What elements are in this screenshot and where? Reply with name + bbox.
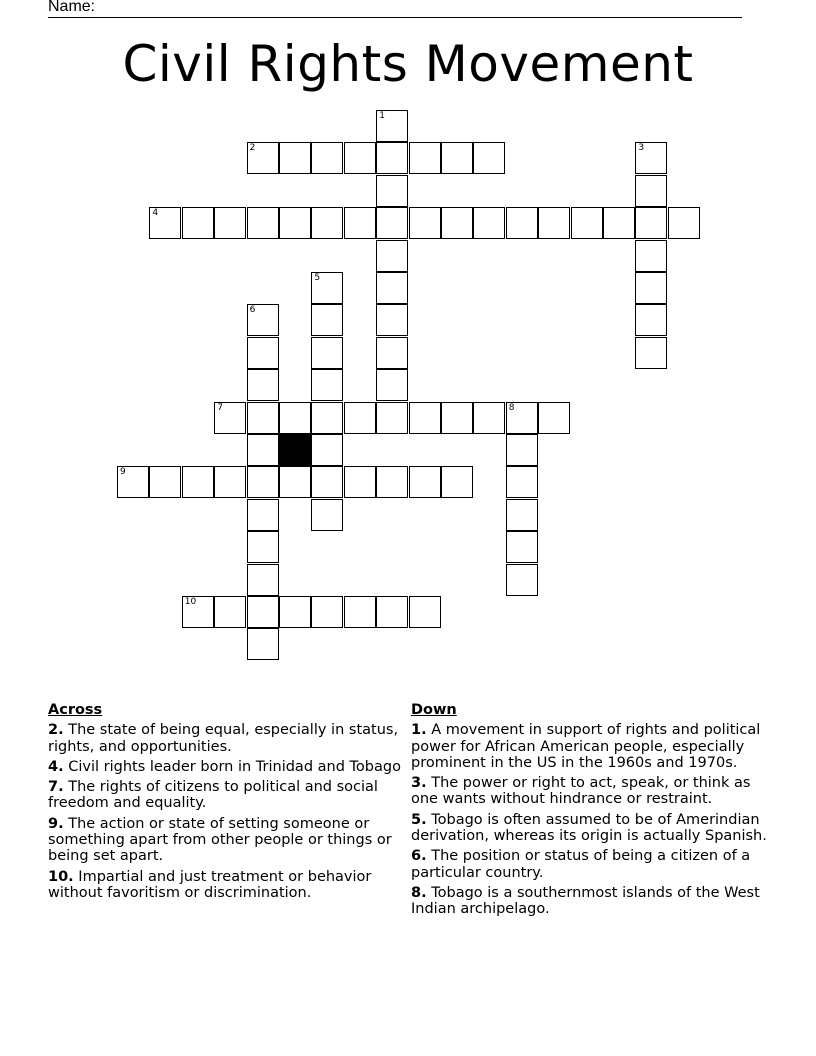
cell-number: 3 bbox=[638, 143, 645, 154]
grid-cell[interactable] bbox=[247, 369, 279, 401]
grid-cell[interactable] bbox=[473, 207, 505, 239]
grid-cell[interactable] bbox=[376, 369, 408, 401]
clue-text: Tobago is a southernmost islands of the West Indian archipelago. bbox=[411, 884, 760, 918]
grid-cell[interactable] bbox=[441, 466, 473, 498]
grid-cell[interactable] bbox=[214, 207, 246, 239]
clue-down-1 bbox=[411, 722, 776, 771]
grid-cell[interactable] bbox=[376, 466, 408, 498]
clue-number: 6. bbox=[411, 848, 427, 865]
down-clues bbox=[411, 702, 776, 922]
grid-cell[interactable] bbox=[635, 304, 667, 336]
grid-cell[interactable] bbox=[473, 402, 505, 434]
clue-across-2 bbox=[48, 722, 408, 755]
grid-cell[interactable] bbox=[311, 596, 343, 628]
across-clues bbox=[48, 702, 408, 905]
grid-cell[interactable] bbox=[182, 596, 214, 628]
grid-cell[interactable] bbox=[506, 434, 538, 466]
clue-down-3 bbox=[411, 775, 776, 808]
grid-cell[interactable] bbox=[635, 272, 667, 304]
clue-text: The state of being equal, especially in status, rights, and opportunities. bbox=[48, 722, 399, 755]
clue-number: 9. bbox=[48, 815, 64, 832]
grid-cell[interactable] bbox=[311, 434, 343, 466]
grid-cell[interactable] bbox=[149, 466, 181, 498]
grid-cell[interactable] bbox=[506, 499, 538, 531]
grid-cell[interactable] bbox=[635, 207, 667, 239]
clue-across-4 bbox=[48, 759, 408, 775]
grid-cell[interactable] bbox=[409, 466, 441, 498]
grid-cell[interactable] bbox=[311, 499, 343, 531]
grid-cell[interactable] bbox=[409, 142, 441, 174]
grid-cell[interactable] bbox=[376, 175, 408, 207]
black-cell bbox=[279, 434, 311, 466]
grid-cell[interactable] bbox=[279, 596, 311, 628]
grid-cell[interactable] bbox=[311, 272, 343, 304]
grid-cell[interactable] bbox=[311, 207, 343, 239]
grid-cell[interactable] bbox=[311, 466, 343, 498]
grid-cell[interactable] bbox=[506, 564, 538, 596]
grid-cell[interactable] bbox=[311, 369, 343, 401]
down-heading: Down bbox=[411, 702, 457, 718]
grid-cell[interactable] bbox=[247, 466, 279, 498]
name-label: Name: bbox=[48, 0, 96, 15]
grid-cell[interactable] bbox=[214, 596, 246, 628]
grid-cell[interactable] bbox=[247, 304, 279, 336]
grid-cell[interactable] bbox=[376, 304, 408, 336]
grid-cell[interactable] bbox=[247, 564, 279, 596]
grid-cell[interactable] bbox=[635, 337, 667, 369]
grid-cell[interactable] bbox=[279, 466, 311, 498]
grid-cell[interactable] bbox=[538, 207, 570, 239]
grid-cell[interactable] bbox=[441, 207, 473, 239]
clue-text: Tobago is often assumed to be of Amerindian derivation, whereas its origin is actually Spanish. bbox=[411, 811, 767, 845]
grid-cell[interactable] bbox=[409, 402, 441, 434]
grid-cell[interactable] bbox=[635, 175, 667, 207]
grid-cell[interactable] bbox=[149, 207, 181, 239]
cell-number: 8 bbox=[508, 402, 515, 413]
clue-number: 2. bbox=[48, 722, 64, 739]
grid-cell[interactable] bbox=[409, 207, 441, 239]
grid-cell[interactable] bbox=[376, 142, 408, 174]
page-title: Civil Rights Movement bbox=[122, 35, 694, 93]
grid-cell[interactable] bbox=[441, 142, 473, 174]
grid-cell[interactable] bbox=[247, 434, 279, 466]
grid-cell[interactable] bbox=[344, 402, 376, 434]
grid-cell[interactable] bbox=[247, 402, 279, 434]
clue-across-9 bbox=[48, 816, 408, 865]
grid-cell[interactable] bbox=[376, 240, 408, 272]
grid-cell[interactable] bbox=[538, 402, 570, 434]
grid-cell[interactable] bbox=[635, 142, 667, 174]
grid-cell[interactable] bbox=[182, 207, 214, 239]
clue-down-6 bbox=[411, 848, 776, 881]
cell-number: 9 bbox=[120, 467, 126, 478]
cell-number: 1 bbox=[379, 111, 385, 121]
grid-cell[interactable] bbox=[344, 142, 376, 174]
grid-cell[interactable] bbox=[311, 402, 343, 434]
grid-cell[interactable] bbox=[409, 596, 441, 628]
grid-cell[interactable] bbox=[214, 402, 246, 434]
grid-cell[interactable] bbox=[603, 207, 635, 239]
grid-cell[interactable] bbox=[376, 337, 408, 369]
across-heading: Across bbox=[48, 702, 103, 718]
grid-cell[interactable] bbox=[376, 272, 408, 304]
grid-cell[interactable] bbox=[117, 466, 149, 498]
grid-cell[interactable] bbox=[247, 142, 279, 174]
cell-number: 6 bbox=[249, 305, 256, 316]
grid-cell[interactable] bbox=[506, 402, 538, 434]
clue-number: 3. bbox=[411, 775, 427, 792]
grid-cell[interactable] bbox=[247, 628, 279, 660]
clue-text: The power or right to act, speak, or think as one wants without hindrance or restraint. bbox=[411, 775, 751, 808]
grid-cell[interactable] bbox=[668, 207, 700, 239]
grid-cell[interactable] bbox=[311, 142, 343, 174]
grid-cell[interactable] bbox=[247, 337, 279, 369]
grid-cell[interactable] bbox=[635, 240, 667, 272]
clue-text: The action or state of setting someone or something apart from other people or things or being set apart. bbox=[48, 815, 392, 865]
clue-text: Impartial and just treatment or behavior without favoritism or discrimination. bbox=[48, 868, 372, 901]
grid-cell[interactable] bbox=[376, 402, 408, 434]
cell-number: 10 bbox=[184, 597, 197, 607]
grid-cell[interactable] bbox=[571, 207, 603, 239]
clue-across-7 bbox=[48, 779, 408, 812]
grid-cell[interactable] bbox=[344, 207, 376, 239]
grid-cell[interactable] bbox=[311, 304, 343, 336]
clue-number: 1. bbox=[411, 722, 427, 739]
grid-cell[interactable] bbox=[506, 466, 538, 498]
clue-down-8 bbox=[411, 885, 776, 918]
grid-cell[interactable] bbox=[279, 142, 311, 174]
grid-cell[interactable] bbox=[344, 466, 376, 498]
grid-cell[interactable] bbox=[182, 466, 214, 498]
clue-number: 10. bbox=[48, 868, 74, 885]
grid-cell[interactable] bbox=[506, 207, 538, 239]
clue-number: 7. bbox=[48, 779, 64, 796]
clue-text: The rights of citizens to political and social freedom and equality. bbox=[48, 779, 378, 812]
clue-text: Civil rights leader born in Trinidad and Tobago bbox=[68, 758, 401, 775]
grid-cell[interactable] bbox=[441, 402, 473, 434]
grid-cell[interactable] bbox=[311, 337, 343, 369]
clue-number: 4. bbox=[48, 758, 64, 775]
grid-cell[interactable] bbox=[279, 402, 311, 434]
clue-text: A movement in support of rights and political power for African American people, especially prominent in the US in the 1960s and 1970s. bbox=[411, 722, 761, 771]
grid-cell[interactable] bbox=[376, 207, 408, 239]
grid-cell[interactable] bbox=[247, 207, 279, 239]
grid-cell[interactable] bbox=[247, 499, 279, 531]
clue-text: The position or status of being a citizen of a particular country. bbox=[411, 848, 751, 881]
grid-cell[interactable] bbox=[247, 531, 279, 563]
grid-cell[interactable] bbox=[473, 142, 505, 174]
grid-cell[interactable] bbox=[506, 531, 538, 563]
clue-down-5 bbox=[411, 812, 776, 845]
grid-cell[interactable] bbox=[214, 466, 246, 498]
clue-number: 5. bbox=[411, 811, 427, 828]
clue-number: 8. bbox=[411, 884, 427, 901]
cell-number: 2 bbox=[249, 143, 256, 154]
grid-cell[interactable] bbox=[279, 207, 311, 239]
grid-cell[interactable] bbox=[247, 596, 279, 628]
grid-cell[interactable] bbox=[376, 596, 408, 628]
grid-cell[interactable] bbox=[344, 596, 376, 628]
cell-number: 7 bbox=[217, 402, 223, 413]
grid-cell[interactable] bbox=[376, 110, 408, 142]
cell-number: 4 bbox=[152, 208, 159, 219]
cell-number: 5 bbox=[314, 273, 321, 283]
clue-across-10 bbox=[48, 869, 408, 902]
